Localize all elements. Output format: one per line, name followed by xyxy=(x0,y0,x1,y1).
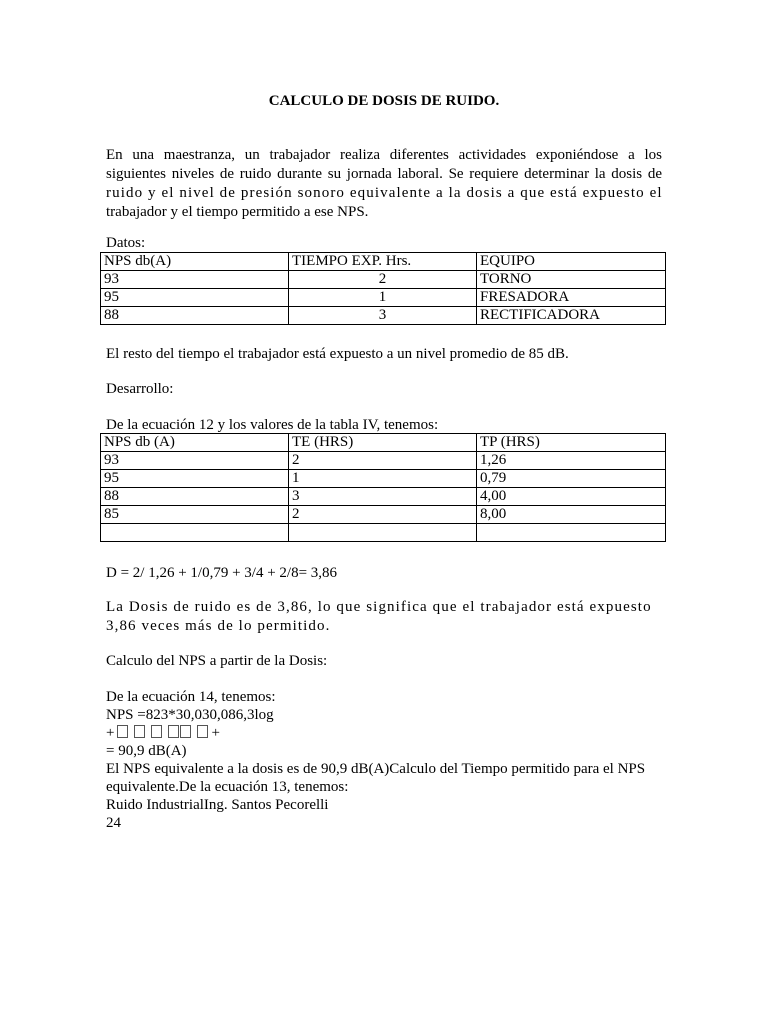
table-header-cell: EQUIPO xyxy=(477,253,666,271)
missing-glyph-icon xyxy=(117,725,128,738)
document-title: CALCULO DE DOSIS DE RUIDO. xyxy=(268,93,500,109)
dosis-text-line-2: 3,86 veces más de lo permitido. xyxy=(106,618,331,634)
table-cell: 93 xyxy=(101,452,289,470)
datos-label: Datos: xyxy=(106,235,146,251)
table-header-cell: NPS db (A) xyxy=(101,434,289,452)
resto-text: El resto del tiempo el trabajador está expuesto a un nivel promedio de 85 dB. xyxy=(106,346,569,362)
missing-glyph-icon xyxy=(197,725,208,738)
missing-glyph-icon xyxy=(168,725,179,738)
table-header-row xyxy=(101,434,666,452)
table-cell: 88 xyxy=(101,307,289,325)
result-line: = 90,9 dB(A) xyxy=(106,743,187,759)
intro-line-3: ruido y el nivel de presión sonoro equivalente a la dosis a que está expuesto el xyxy=(106,185,663,201)
table-cell: 93 xyxy=(101,271,289,289)
table-cell: 3 xyxy=(289,307,477,325)
ecuacion-12-text: De la ecuación 12 y los valores de la tabla IV, tenemos: xyxy=(106,417,439,433)
table-cell: 4,00 xyxy=(477,488,666,506)
table-cell xyxy=(477,524,666,542)
table-row xyxy=(101,452,666,470)
table-cell: 85 xyxy=(101,506,289,524)
garbled-suffix: + xyxy=(211,725,220,741)
table-cell: 2 xyxy=(289,506,477,524)
footer-line: Ruido IndustrialIng. Santos Pecorelli xyxy=(106,797,329,813)
desarrollo-label: Desarrollo: xyxy=(106,381,174,397)
table-cell: 2 xyxy=(289,452,477,470)
table-cell: 95 xyxy=(101,289,289,307)
table-row xyxy=(101,488,666,506)
table-cell: RECTIFICADORA xyxy=(477,307,666,325)
table-cell: 1,26 xyxy=(477,452,666,470)
table-cell: 1 xyxy=(289,470,477,488)
intro-paragraph xyxy=(106,146,662,222)
missing-glyph-icon xyxy=(180,725,191,738)
table-cell xyxy=(101,524,289,542)
intro-line-1: En una maestranza, un trabajador realiza diferentes actividades exponiéndose a los xyxy=(106,147,662,163)
table-row-empty xyxy=(101,524,666,542)
intro-line-2: siguientes niveles de ruido durante su jornada laboral. Se requiere determinar la dosis de xyxy=(106,166,662,182)
table-cell: 88 xyxy=(101,488,289,506)
nps-equivalent-line-1: El NPS equivalente a la dosis es de 90,9 dB(A)Calculo del Tiempo permitido para el NPS xyxy=(106,761,646,777)
table-cell: TORNO xyxy=(477,271,666,289)
intro-line-4: trabajador y el tiempo permitido a ese NPS. xyxy=(106,204,369,220)
dosis-text-line-1: La Dosis de ruido es de 3,86, lo que significa que el trabajador está expuesto xyxy=(106,599,652,615)
table-cell: 95 xyxy=(101,470,289,488)
table-header-cell: NPS db(A) xyxy=(101,253,289,271)
ecuacion-14-text: De la ecuación 14, tenemos: xyxy=(106,689,276,705)
table-header-cell: TIEMPO EXP. Hrs. xyxy=(289,253,477,271)
table-cell: FRESADORA xyxy=(477,289,666,307)
table-cell: 2 xyxy=(289,271,477,289)
missing-glyph-icon xyxy=(151,725,162,738)
table-cell: 3 xyxy=(289,488,477,506)
nps-equivalent-line-2: equivalente.De la ecuación 13, tenemos: xyxy=(106,779,349,795)
table-cell: 0,79 xyxy=(477,470,666,488)
garbled-formula-line xyxy=(106,724,220,742)
table-header-cell: TE (HRS) xyxy=(289,434,477,452)
dosis-formula: D = 2/ 1,26 + 1/0,79 + 3/4 + 2/8= 3,86 xyxy=(106,565,338,581)
table-header-cell: TP (HRS) xyxy=(477,434,666,452)
page-number: 24 xyxy=(106,815,121,831)
permitted-time-table xyxy=(100,433,666,542)
table-cell xyxy=(289,524,477,542)
table-row xyxy=(101,506,666,524)
table-cell: 1 xyxy=(289,289,477,307)
missing-glyph-icon xyxy=(134,725,145,738)
garbled-prefix: + xyxy=(106,725,115,741)
table-cell: 8,00 xyxy=(477,506,666,524)
nps-formula: NPS =823*30,030,086,3log xyxy=(106,707,274,723)
calculo-nps-label: Calculo del NPS a partir de la Dosis: xyxy=(106,653,328,669)
table-row xyxy=(101,307,666,325)
table-row xyxy=(101,470,666,488)
table-row xyxy=(101,271,666,289)
table-header-row xyxy=(101,253,666,271)
table-row xyxy=(101,289,666,307)
exposure-table xyxy=(100,252,666,325)
